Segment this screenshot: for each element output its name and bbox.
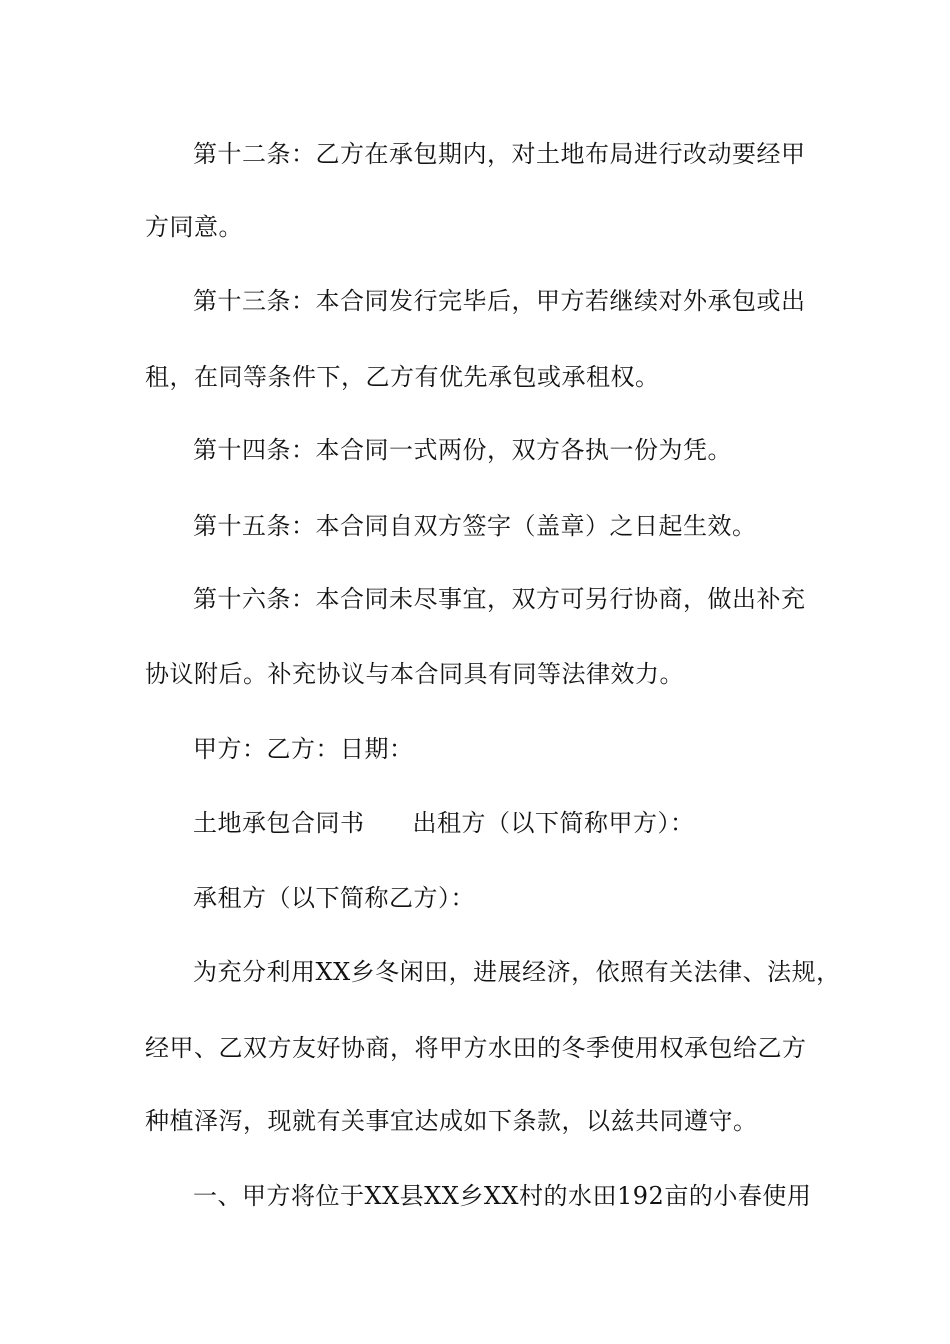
article-13-line-1: 第十三条：本合同发行完毕后，甲方若继续对外承包或出 bbox=[193, 287, 806, 315]
article-12-line-2: 方同意。 bbox=[145, 213, 243, 241]
lessee-label: 承租方（以下简称乙方）： bbox=[193, 884, 475, 912]
title-and-lessor-line bbox=[193, 808, 695, 838]
article-16-line-1: 第十六条：本合同未尽事宜，双方可另行协商，做出补充 bbox=[193, 585, 806, 613]
article-13-line-2: 租，在同等条件下，乙方有优先承包或承租权。 bbox=[145, 363, 660, 391]
preamble-line-3: 种植泽泻，现就有关事宜达成如下条款，以兹共同遵守。 bbox=[145, 1107, 758, 1135]
article-12-line-1: 第十二条：乙方在承包期内，对土地布局进行改动要经甲 bbox=[193, 140, 806, 168]
signature-line: 甲方：乙方：日期： bbox=[193, 735, 414, 763]
contract-title: 土地承包合同书 bbox=[193, 809, 365, 837]
preamble-line-2: 经甲、乙双方友好协商，将甲方水田的冬季使用权承包给乙方 bbox=[145, 1034, 807, 1062]
article-15-line: 第十五条：本合同自双方签字（盖章）之日起生效。 bbox=[193, 512, 757, 540]
lessor-label: 出租方（以下简称甲方）： bbox=[412, 809, 695, 837]
article-16-line-2: 协议附后。补充协议与本合同具有同等法律效力。 bbox=[145, 660, 684, 688]
preamble-line-1: 为充分利用XX乡冬闲田，进展经济，依照有关法律、法规， bbox=[193, 958, 841, 986]
article-14-line: 第十四条：本合同一式两份，双方各执一份为凭。 bbox=[193, 436, 732, 464]
clause-1-line-1: 一、甲方将位于XX县XX乡XX村的水田192亩的小春使用 bbox=[193, 1182, 812, 1210]
